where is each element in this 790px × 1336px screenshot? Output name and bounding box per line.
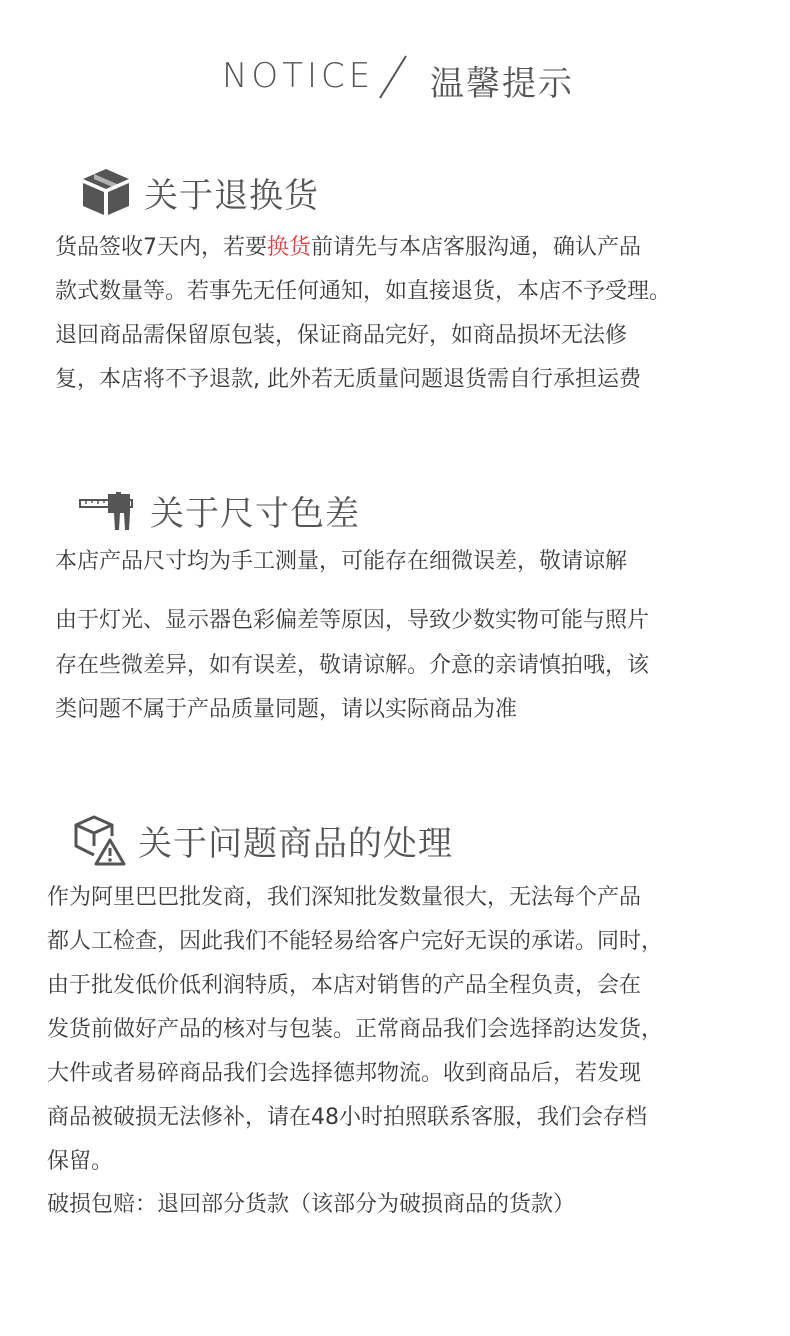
notice-title-en: NOTICE: [222, 56, 375, 96]
returns-line-3: 退回商品需保留原包装，保证商品完好，如商品损坏无法修: [55, 323, 628, 348]
returns-line-2: 款式数量等。若事先无任何通知，如直接退货，本店不予受理。: [55, 279, 672, 304]
size-section-header: [78, 486, 360, 535]
returns-line-1-pre: 货品签收7天内，若要: [55, 235, 267, 260]
damaged-line-7: 保留。: [47, 1149, 114, 1174]
notice-header: [0, 50, 790, 110]
size-line-1: 本店产品尺寸均为手工测量，可能存在细微误差，敬请谅解: [55, 549, 628, 574]
damaged-box-warning-icon: [74, 814, 126, 866]
size-line-4: 类问题不属于产品质量同题，请以实际商品为准: [55, 697, 518, 722]
size-line-2: 由于灯光、显示器色彩偏差等原因，导致少数实物可能与照片: [55, 608, 650, 633]
damaged-section-header: [74, 814, 453, 866]
damaged-line-8: 破损包赔：退回部分货款（该部分为破损商品的货款）: [47, 1192, 576, 1217]
slash-divider: [378, 54, 408, 100]
returns-section-title: 关于退换货: [144, 175, 319, 216]
returns-line-1-post: 前请先与本店客服沟通，确认产品: [311, 235, 642, 260]
caliper-icon: [78, 490, 138, 532]
damaged-line-6: 商品被破损无法修补，请在48小时拍照联系客服，我们会存档: [47, 1105, 647, 1130]
size-line-3: 存在些微差异，如有误差，敬请谅解。介意的亲请慎拍哦，该: [55, 653, 650, 678]
damaged-line-4: 发货前做好产品的核对与包装。正常商品我们会选择韵达发货，: [47, 1017, 664, 1042]
notice-title-cn: 温馨提示: [430, 64, 574, 104]
damaged-line-1: 作为阿里巴巴批发商，我们深知批发数量很大，无法每个产品: [47, 885, 642, 910]
damaged-line-5: 大件或者易碎商品我们会选择德邦物流。收到商品后，若发现: [47, 1061, 642, 1086]
damaged-section-title: 关于问题商品的处理: [138, 823, 453, 864]
damaged-line-2: 都人工检查，因此我们不能轻易给客户完好无误的承诺。同时，: [47, 929, 664, 954]
returns-line-1: [55, 230, 641, 261]
size-section-title: 关于尺寸色差: [150, 494, 360, 534]
damaged-line-3: 由于批发低价低利润特质，本店对销售的产品全程负责，会在: [47, 973, 642, 998]
returns-line-4: 复，本店将不予退款, 此外若无质量问题退货需自行承担运费: [55, 367, 641, 392]
returns-section-header: [80, 166, 319, 218]
box-icon: [80, 166, 132, 218]
exchange-highlight: 换货: [267, 235, 312, 260]
